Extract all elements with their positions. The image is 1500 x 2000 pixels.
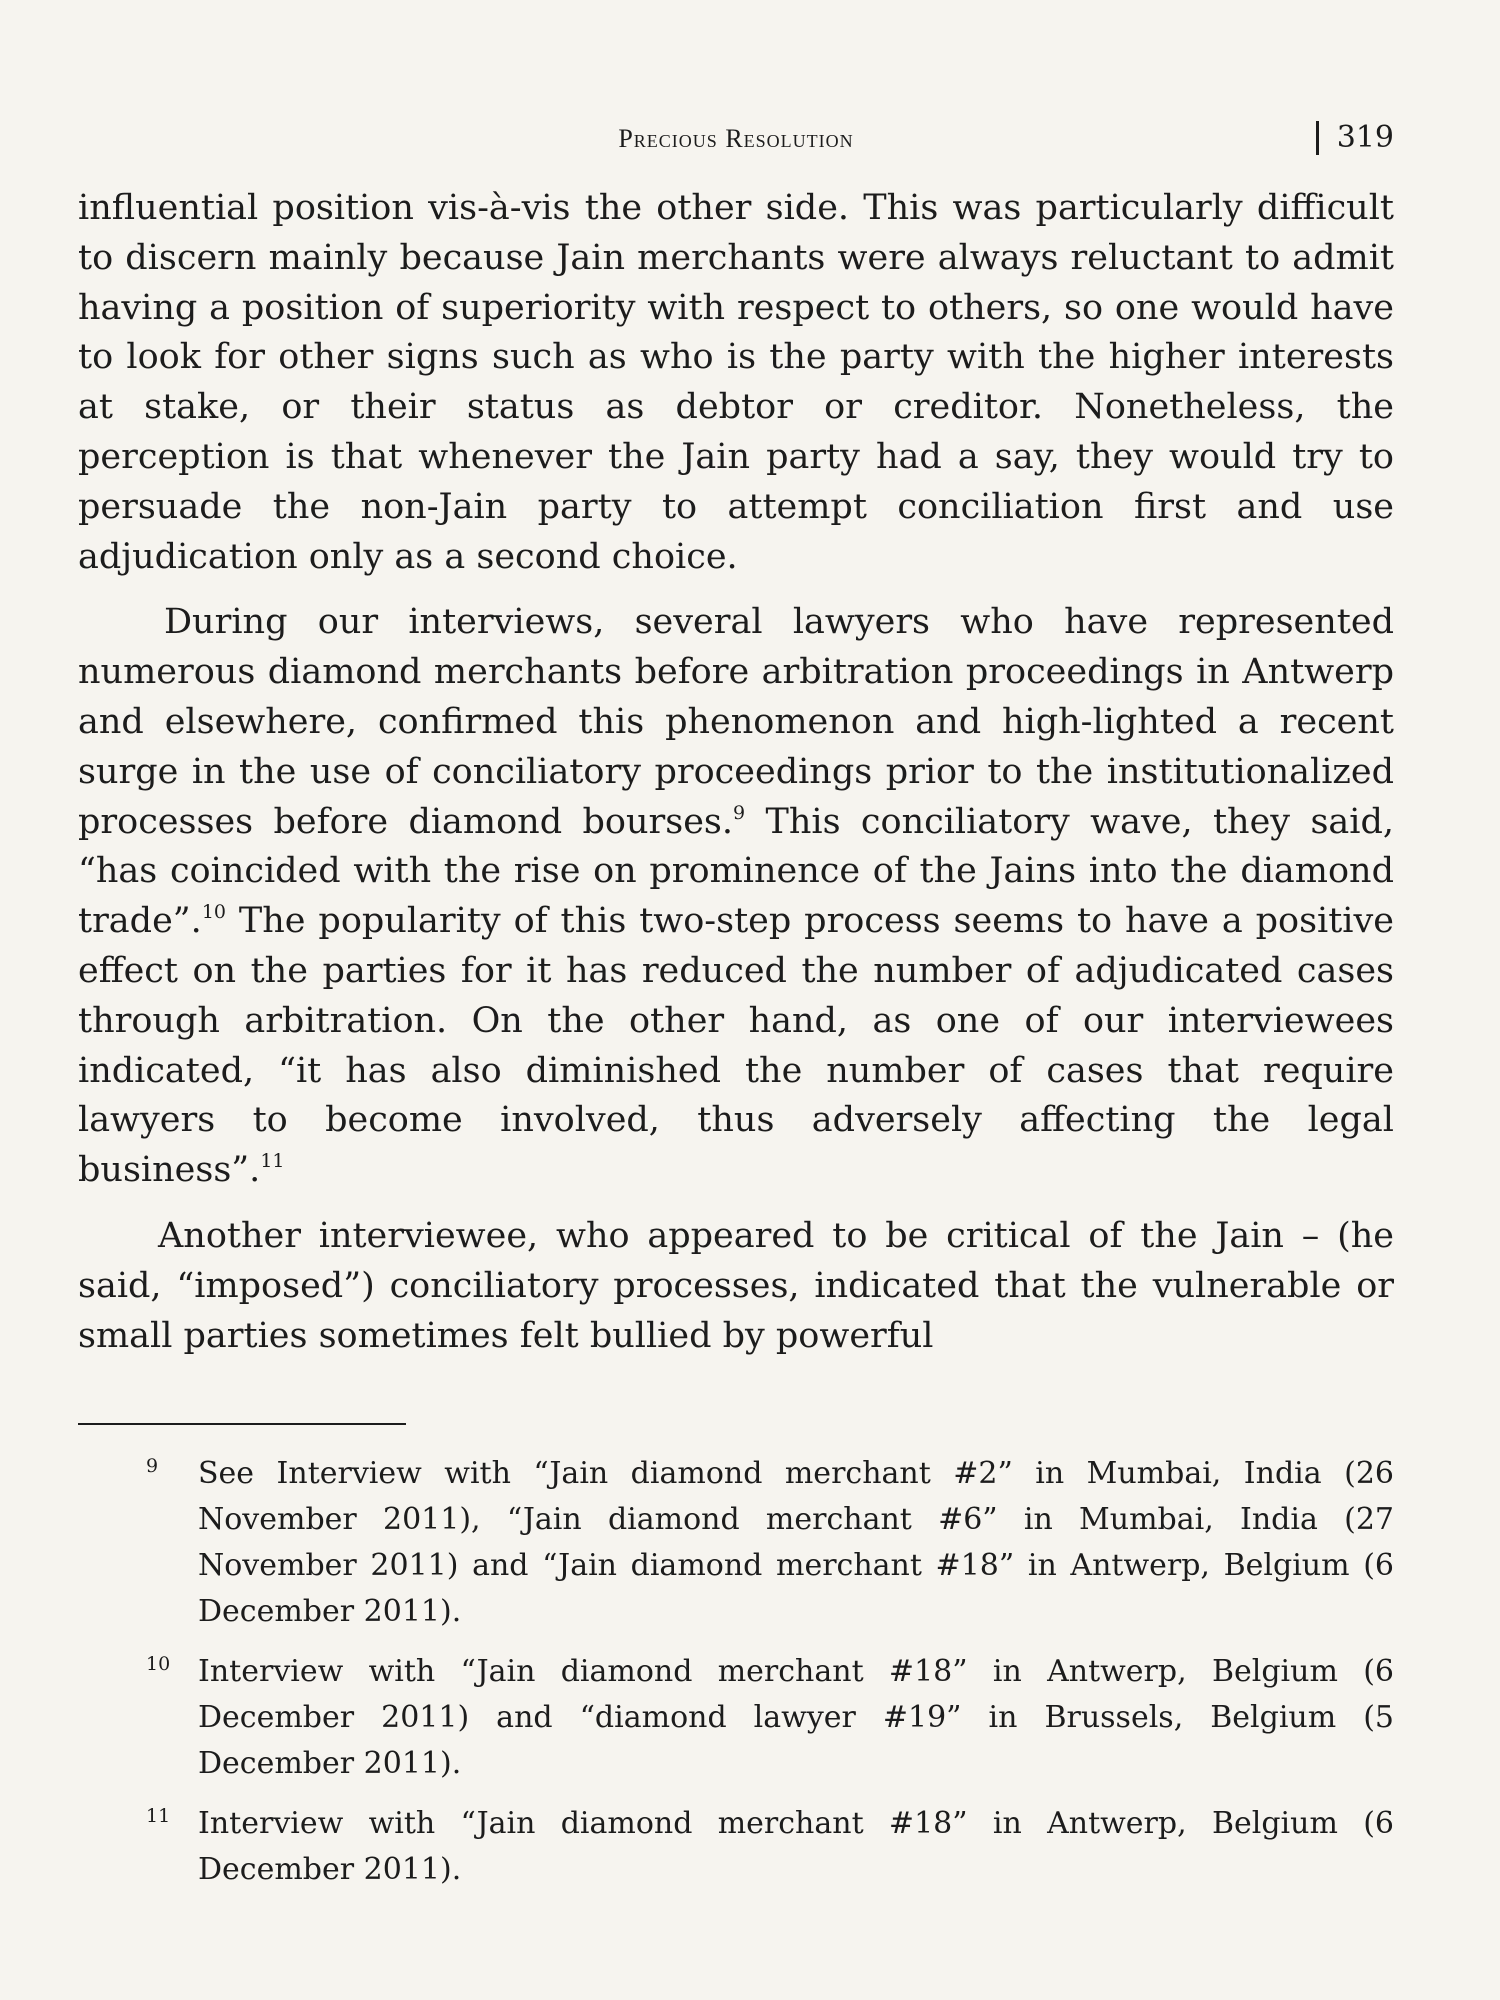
paragraph-2 bbox=[78, 598, 1394, 1196]
paragraph-2-text-b: This conciliatory wave, they said, “has coincided with the rise on prominence of the Jains into the diamond trade”. bbox=[78, 801, 1394, 942]
footnote-text: Interview with “Jain diamond merchant #18” in Antwerp, Belgium (6 December 2011). bbox=[198, 1806, 1394, 1888]
footnote-ref-10[interactable]: 10 bbox=[201, 901, 226, 924]
footnote-number: 9 bbox=[146, 1455, 159, 1478]
paragraph-3 bbox=[78, 1212, 1394, 1361]
footnote-ref-9[interactable]: 9 bbox=[733, 801, 746, 824]
paragraph-1-text: influential position vis-à-vis the other side. This was particularly difficult to discern mainly because Jain merchants were always reluctant to admit having a position of superiority with respect to others, so one would have to look for other signs such as who is the party with the higher interests at stake, or their status as debtor or creditor. Nonetheless, the perception is that whenever the Jain party had a say, they would try to persuade the non-Jain party to attempt conciliation first and use adjudication only as a second choice. bbox=[78, 188, 1394, 577]
paragraph-2-text-c: The popularity of this two-step process seems to have a positive effect on the parties for it has reduced the number of adjudicated cases through arbitration. On the other hand, as one of our interviewees indicated, “it has also diminished the number of cases that require lawyers to become involved, thus adversely affecting the legal business”. bbox=[78, 901, 1394, 1191]
paragraph-3-text: Another interviewee, who appeared to be critical of the Jain – (he said, “imposed”) conciliatory processes, indicated that the vulnerable or small parties sometimes felt bullied by powerful bbox=[78, 1215, 1394, 1356]
footnote-number: 10 bbox=[146, 1653, 171, 1676]
footnotes bbox=[78, 1451, 1394, 1893]
footnote-ref-11[interactable]: 11 bbox=[260, 1150, 285, 1173]
running-title: Precious Resolution bbox=[618, 124, 854, 153]
paragraph-2-text-a: During our interviews, several lawyers who have represented numerous diamond merchants before arbitration proceedings in Antwerp and elsewhere, confirmed this phenomenon and high-lighted a recent surge in the use of conciliatory proceedings prior to the institutionalized processes before diamond bourses. bbox=[78, 602, 1394, 842]
footnote-text: See Interview with “Jain diamond merchant #2” in Mumbai, India (26 November 2011), “Jain diamond merchant #6” in Mumbai, India (27 November 2011) and “Jain diamond merchant #18” in Antwerp, Belgium (6 December 2011). bbox=[198, 1456, 1394, 1630]
body-text bbox=[78, 184, 1394, 1361]
running-head bbox=[78, 120, 1394, 170]
footnote-9 bbox=[78, 1451, 1394, 1635]
header-divider-bar bbox=[1316, 121, 1319, 155]
book-page bbox=[78, 120, 1394, 1907]
footnote-rule bbox=[78, 1423, 406, 1425]
paragraph-1 bbox=[78, 184, 1394, 582]
footnote-10 bbox=[78, 1649, 1394, 1787]
page-number-block bbox=[1316, 120, 1394, 155]
footnote-number: 11 bbox=[146, 1805, 171, 1828]
footnote-11 bbox=[78, 1801, 1394, 1893]
page-number: 319 bbox=[1336, 120, 1394, 155]
footnote-text: Interview with “Jain diamond merchant #18” in Antwerp, Belgium (6 December 2011) and “diamond lawyer #19” in Brussels, Belgium (5 December 2011). bbox=[198, 1654, 1394, 1782]
